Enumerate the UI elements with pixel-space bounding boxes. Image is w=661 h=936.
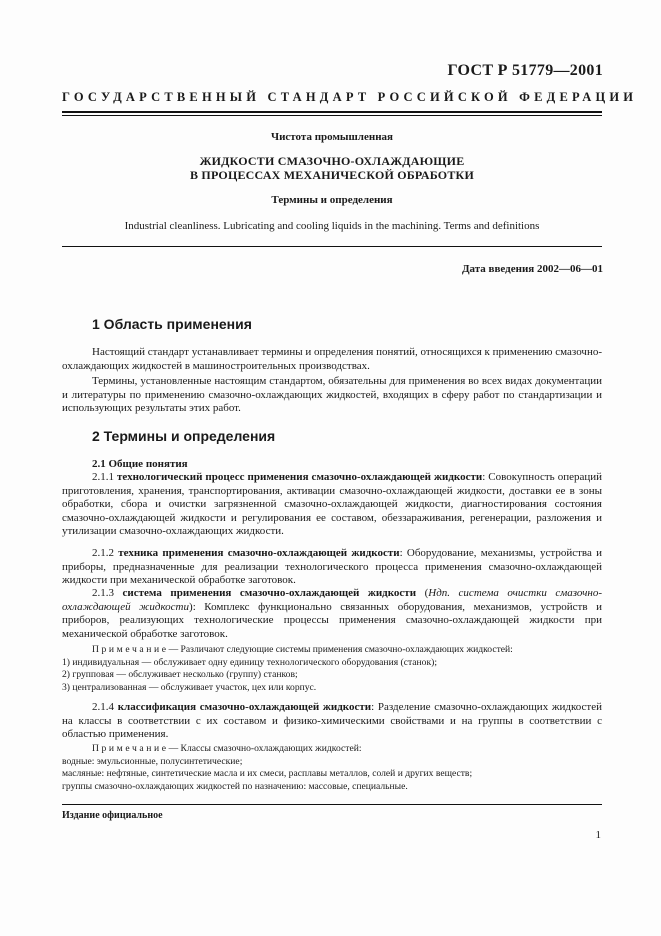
note-item: масляные: нефтяные, синтетические масла и их смеси, расплавы металлов, солей и других веществ; [62,768,473,780]
section1-heading: 1 Область применения [92,316,252,332]
note-item: 2) групповая — обслуживает несколько (группу) станков; [62,669,298,681]
note-classes: Примечание— Классы смазочно-охлаждающих жидкостей: водные: эмульсионные, полусинтетические; масляные: нефтяные, синтетические масла и их смеси, расплавы металлов, солей и других веществ; группы смазочно-охлаждающих жидкостей по назначению: массовые, специальные. [62,743,602,793]
note-item: 3) централизованная — обслуживает участок, цех или корпус. [62,681,317,693]
term-2-1-1: 2.1.1 технологический процесс применения смазочно-охлаждающей жидкости: Совокупность операций приготовления, хранения, транспортирования, активации смазочно-охлаждающей жидкости, доставки ее в зоны обработки, сбора и очистки загрязненной смазочно-охлаждающей жидкости, диагностирования состояния смазочно-охлаждающей жидкости и регулирования ее составом, обеззараживания, регенерации, разложения и утилизации смазочно-охлаждающих жидкости. [62,471,603,537]
page-number: 1 [595,829,601,841]
top-rule-thin [62,115,602,116]
title-rule [62,246,602,247]
subject-line: Чистота промышленная [271,131,393,143]
introduction-date: Дата введения 2002—06—01 [461,263,603,275]
section2-heading: 2 Термины и определения [92,428,276,444]
document-code: ГОСТ Р 51779—2001 [447,62,603,79]
note-item: 1) индивидуальная — обслуживает одну единицу технологического оборудования (станок); [62,656,437,668]
term-2-1-4: 2.1.4 классификация смазочно-охлаждающей жидкости: Разделение смазочно-охлаждающих жидкостей на классы в соответствии с их составом и физико-химическими свойствами и на группы в соответствии с областью применения. [62,701,602,740]
term-2-1-3: 2.1.3 система применения смазочно-охлаждающей жидкости (Ндп. система очистки смазочно-охлаждающей жидкости): Комплекс функционально связанных оборудования, механизмов, устройств и приборов, реализующих технологические процессы применения смазочно-охлаждающей жидкости при механической обработке заготовок. [62,587,603,640]
note-item: группы смазочно-охлаждающих жидкостей по назначению: массовые, специальные. [62,780,408,792]
section1-paragraph1: Настоящий стандарт устанавливает термины и определения понятий, относящихся к применению смазочно-охлаждающих жидкостей в машиностроительных производствах. [62,346,602,372]
subsection-heading: 2.1 Общие понятия [92,458,188,470]
section1-paragraph2: Термины, установленные настоящим стандартом, обязательны для применения во всех видах документации и литературы по применению смазочно-охлаждающих жидкостей, входящих в сферу работ по стандартизации и использующих результаты этих работ. [62,375,602,414]
top-rule-thick [62,111,602,113]
main-title-line2: В ПРОЦЕССАХ МЕХАНИЧЕСКОЙ ОБРАБОТКИ [190,168,474,182]
main-title-line1: ЖИДКОСТИ СМАЗОЧНО-ОХЛАЖДАЮЩИЕ [199,154,465,168]
english-title: Industrial cleanliness. Lubricating and cooling liquids in the machining. Terms and definitions [124,220,540,232]
state-standard-banner: ГОСУДАРСТВЕННЫЙ СТАНДАРТ РОССИЙСКОЙ ФЕДЕРАЦИИ [62,90,638,104]
terms-subtitle: Термины и определения [271,194,393,206]
term-2-1-2: 2.1.2 техника применения смазочно-охлаждающей жидкости: Оборудование, механизмы, устройства и приборы, предназначенные для реализации технологического процесса применения смазочно-охлаждающей жидкости при механической обработке заготовок. [62,547,602,586]
official-edition-label: Издание официальное [62,810,163,821]
footer-rule [62,804,602,805]
note-item: водные: эмульсионные, полусинтетические; [62,755,243,767]
note-systems: Примечание— Различают следующие системы применения смазочно-охлаждающих жидкостей: 1) индивидуальная — обслуживает одну единицу технологического оборудования (станок); 2) групповая — обслуживает несколько (группу) станков; 3) централизованная — обслуживает участок, цех или корпус. [62,644,602,694]
